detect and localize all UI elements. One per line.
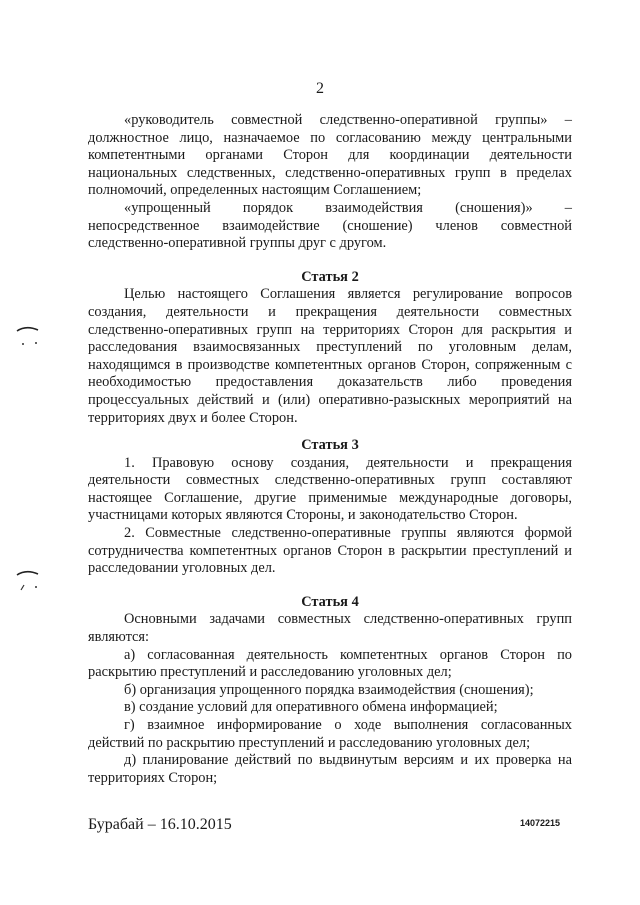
- document-body: [88, 112, 572, 787]
- binding-mark-lower: [14, 566, 42, 594]
- list-item: в) создание условий для оперативного обмена информацией;: [124, 699, 498, 716]
- footer-place-date: Бурабай – 16.10.2015: [88, 816, 232, 833]
- list-item: б) организация упрощенного порядка взаимодействия (сношения);: [124, 681, 534, 698]
- footer-doc-code: 14072215: [520, 818, 561, 828]
- article-paragraph: Целью настоящего Соглашения является регулирование вопросов создания, деятельности и прекращения деятельности совместных следственно-оперативных групп на территориях Сторон для раскрытия и расследования взаимосвязанных преступлений по уголовным делам, находящимся в производстве компетентных органов Сторон, сопряженным с необходимостью предоставления доказательств либо проведения процессуальных действий и (или) оперативно-разыскных мероприятий на территориях двух и более Сторон.: [88, 286, 572, 426]
- binding-mark-upper: [14, 322, 42, 350]
- article-heading: Статья 4: [301, 593, 359, 610]
- list-item: г) взаимное информирование о ходе выполнения согласованных действий по раскрытию преступлений и расследованию уголовных дел;: [88, 717, 572, 751]
- definition-paragraph: «руководитель совместной следственно-оперативной группы» – должностное лицо, назначаемое по согласованию между центральными компетентными органами Сторон для координации деятельности национальных следственных, следственно-оперативных групп в пределах полномочий, определенных настоящим Соглашением;: [88, 112, 572, 199]
- definition-paragraph: «упрощенный порядок взаимодействия (сношения)» – непосредственное взаимодействие (сношение) членов совместной следственно-оперативной группы друг с другом.: [88, 199, 572, 252]
- article-heading: Статья 3: [301, 437, 359, 454]
- article-paragraph: Основными задачами совместных следственно-оперативных групп являются:: [88, 611, 572, 646]
- list-item: а) согласованная деятельность компетентных органов Сторон по раскрытию преступлений и расследованию уголовных дел;: [88, 646, 572, 681]
- article-paragraph: 2. Совместные следственно-оперативные группы являются формой сотрудничества компетентных органов Сторон в раскрытии преступлений и расследовании уголовных дел.: [88, 525, 572, 577]
- article-heading: Статья 2: [301, 268, 359, 285]
- article-paragraph: 1. Правовую основу создания, деятельности и прекращения деятельности совместных следственно-оперативных групп составляют настоящее Соглашение, другие применимые международные договоры, участницами которых являются Стороны, и законодательство Сторон.: [88, 454, 572, 524]
- list-item: д) планирование действий по выдвинутым версиям и их проверка на территориях Сторон;: [88, 752, 572, 786]
- page-number: 2: [316, 80, 324, 97]
